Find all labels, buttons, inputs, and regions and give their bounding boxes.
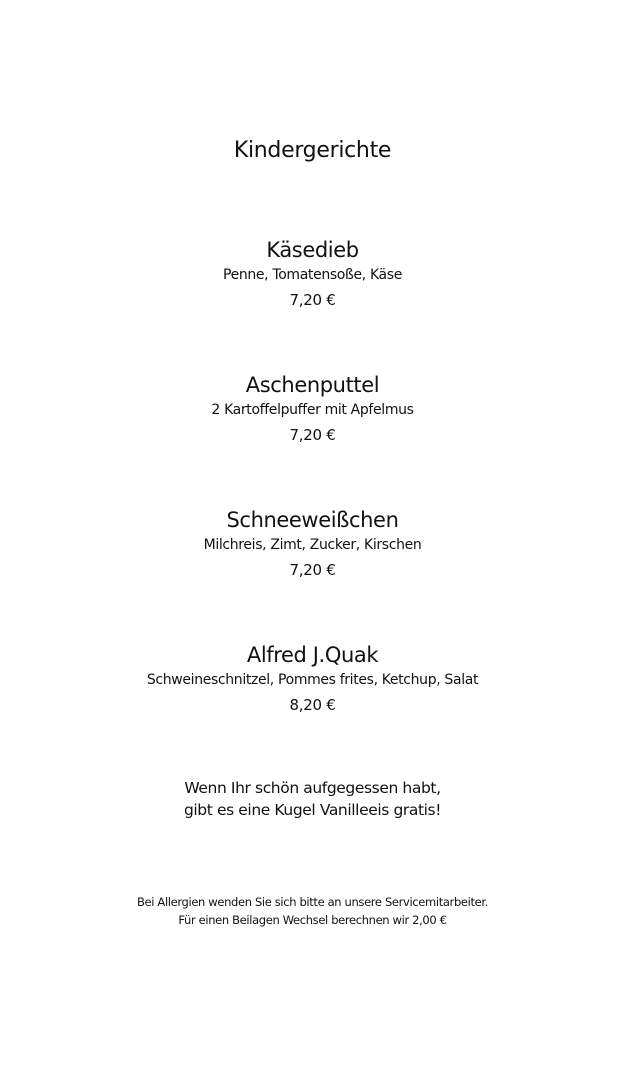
dessert-note-line: gibt es eine Kugel Vanilleeis gratis!: [183, 801, 442, 819]
menu-item: [0, 372, 625, 445]
menu-item-description: 2 Kartoffelpuffer mit Apfelmus: [211, 402, 414, 418]
menu-item-name: Schneeweißchen: [226, 508, 399, 532]
menu-item-price: 7,20 €: [289, 291, 336, 309]
menu-item-description: Milchreis, Zimt, Zucker, Kirschen: [203, 537, 422, 553]
menu-item-description: Schweineschnitzel, Pommes frites, Ketchup, Salat: [146, 672, 479, 688]
allergy-note: Bei Allergien wenden Sie sich bitte an unsere Servicemitarbeiter.: [137, 895, 488, 909]
menu-item: [0, 642, 625, 715]
menu-item: [0, 237, 625, 310]
menu-item-price: 7,20 €: [289, 426, 336, 444]
side-dish-change-note: Für einen Beilagen Wechsel berechnen wir 2,00 €: [178, 913, 447, 927]
menu-item-name: Aschenputtel: [245, 373, 380, 397]
dessert-note-line: Wenn Ihr schön aufgegessen habt,: [184, 779, 441, 797]
menu-item-price: 8,20 €: [289, 696, 336, 714]
footer-note: [0, 893, 625, 929]
menu-item-name: Käsedieb: [266, 238, 359, 262]
menu-item: [0, 507, 625, 580]
menu-item-price: 7,20 €: [289, 561, 336, 579]
menu-item-name: Alfred J.Quak: [246, 643, 379, 667]
dessert-note: [0, 777, 625, 821]
menu-item-description: Penne, Tomatensoße, Käse: [223, 267, 402, 283]
menu-title: Kindergerichte: [233, 138, 392, 163]
